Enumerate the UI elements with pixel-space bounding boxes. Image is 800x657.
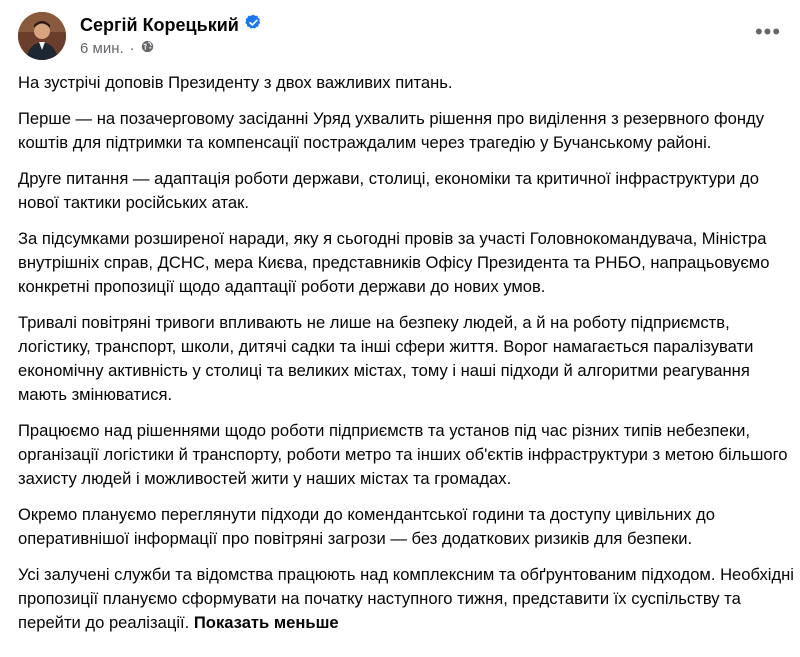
more-options-icon[interactable]: ••• bbox=[754, 19, 782, 44]
post-paragraph: За підсумками розширеної наради, яку я сьогодні провів за участі Головнокомандувача, Міністра внутрішніх справ, ДСНС, мера Києва, представників Офісу Президента та РНБО, напрацьовуємо конкретні пропозиції щодо адаптації роботи держави до нових умов. bbox=[18, 229, 770, 296]
post-paragraph: Працюємо над рішеннями щодо роботи підприємств та установ під час різних типів небезпеки, організації логістики й транспорту, роботи метро та інших об'єктів інфраструктури з метою більшого захисту людей і можливостей жити у наших містах та громадах. bbox=[18, 421, 788, 488]
post-paragraph: Тривалі повітряні тривоги впливають не лише на безпеку людей, а й на роботу підприємств, логістику, транспорт, школи, дитячі садки та інші сфери життя. Ворог намагається паралізувати економічну активність у столиці та великих містах, тому і наші підходи й алгоритми реагування мають змінюватися. bbox=[18, 313, 754, 404]
post-paragraph: Окремо плануємо переглянути підходи до комендантської години та доступу цивільних до оперативнішої інформації про повітряні загрози — без додаткових ризиків для безпеки. bbox=[18, 505, 715, 548]
post-paragraph-last bbox=[18, 563, 794, 635]
see-less-link[interactable]: Показать меньше bbox=[193, 613, 339, 632]
post-paragraph: Перше — на позачерговому засіданні Уряд ухвалить рішення про виділення з резервного фонду коштів для підтримки та компенсації постраждалим через трагедію у Бучанському районі. bbox=[18, 109, 765, 152]
post-header bbox=[18, 10, 782, 62]
post-time[interactable]: 6 мин. bbox=[80, 40, 124, 57]
post-meta bbox=[80, 40, 154, 57]
post-paragraph: На зустрічі доповів Президенту з двох важливих питань. bbox=[18, 73, 453, 92]
author-name-row bbox=[80, 14, 262, 36]
post-paragraph-text: Усі залучені служби та відомства працюють над комплексним та обґрунтованим підходом. Необхідні пропозиції плануємо сформувати на початку наступного тижня, представити їх суспільству та перейти до реалізації. bbox=[18, 565, 794, 632]
verified-badge-icon bbox=[245, 14, 262, 36]
post-paragraph: Друге питання — адаптація роботи держави, столиці, економіки та критичної інфраструктури до нової тактики російських атак. bbox=[18, 169, 759, 212]
globe-icon bbox=[141, 40, 154, 57]
meta-separator: · bbox=[129, 40, 135, 57]
avatar[interactable] bbox=[18, 12, 66, 60]
author-name[interactable]: Сергій Корецький bbox=[80, 14, 239, 35]
post-body bbox=[18, 71, 794, 647]
